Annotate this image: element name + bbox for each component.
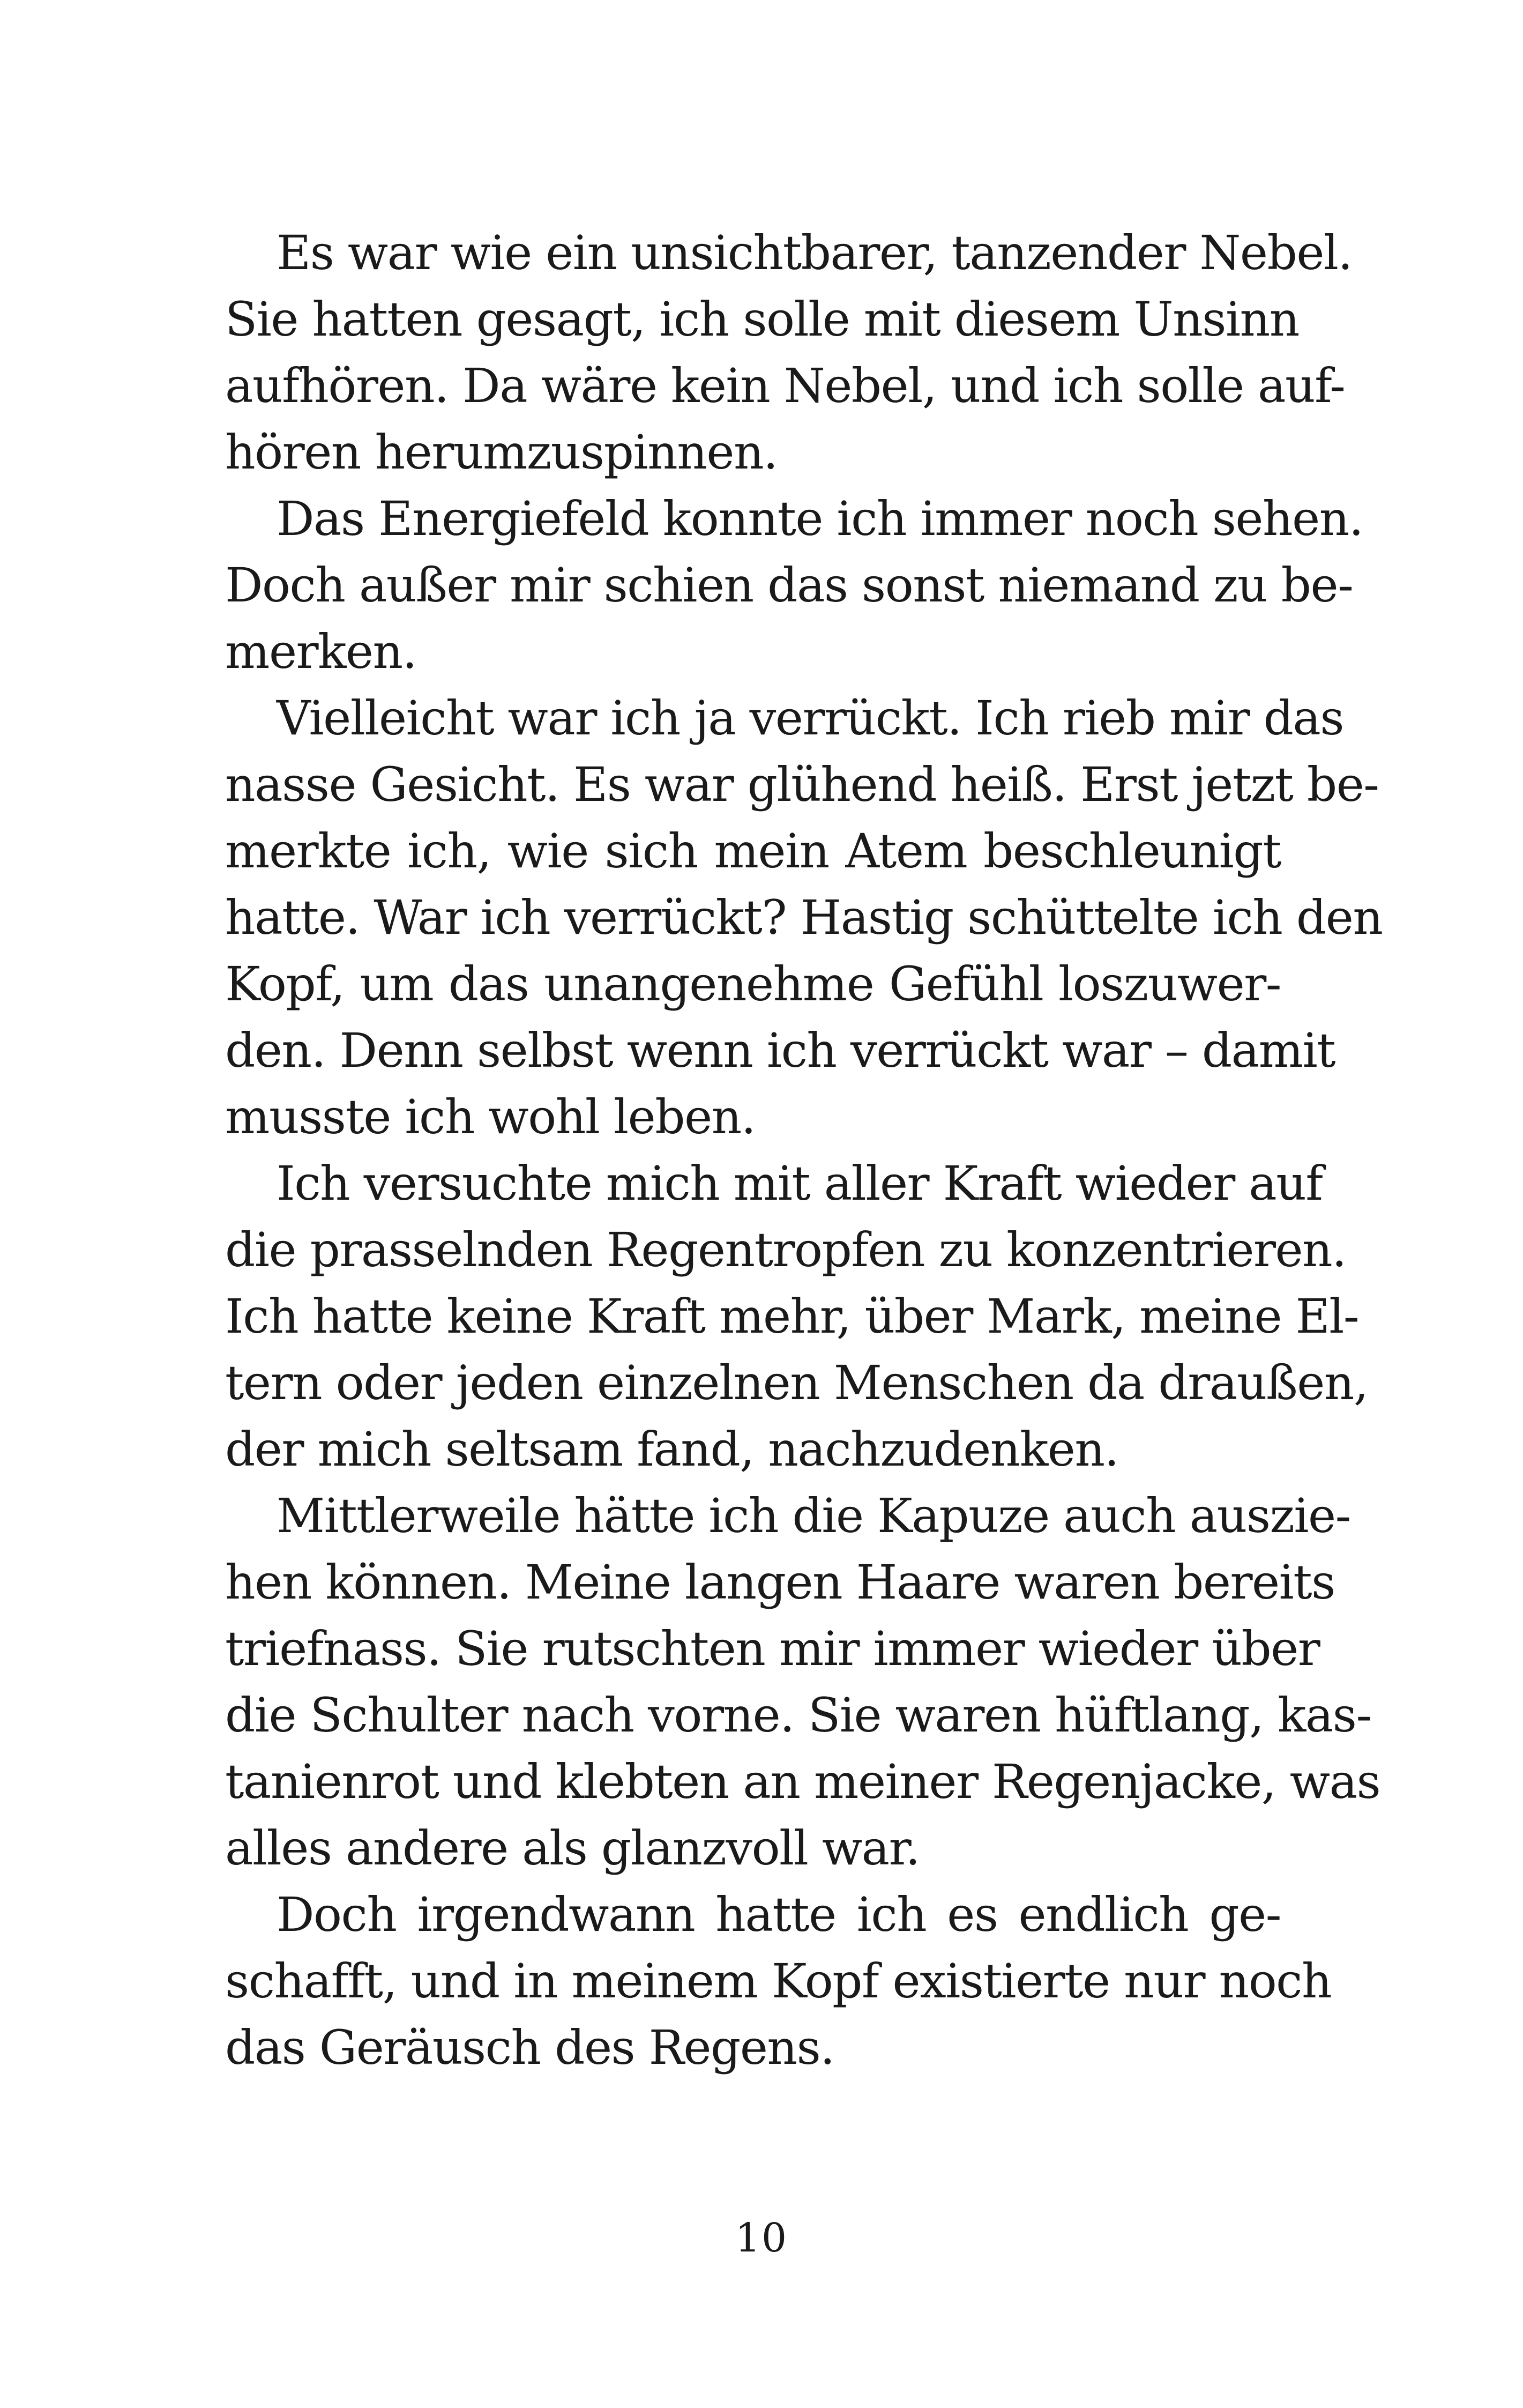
- text-line: der mich seltsam fand, nachzudenken.: [225, 1422, 1119, 1477]
- text-line: musste ich wohl leben.: [225, 1089, 756, 1144]
- text-line: Mittlerweile hätte ich die Kapuze auch auszie-: [277, 1488, 1350, 1543]
- text-line: merkte ich, wie sich mein Atem beschleunigt: [225, 823, 1281, 879]
- text-line: Vielleicht war ich ja verrückt. Ich rieb mir das: [277, 690, 1344, 746]
- paragraph: [225, 220, 1353, 486]
- paragraph: [225, 1483, 1380, 1882]
- text-line: hen können. Meine langen Haare waren bereits: [225, 1555, 1335, 1610]
- text-line: aufhören. Da wäre kein Nebel, und ich solle auf-: [225, 358, 1345, 413]
- paragraph: [225, 685, 1383, 1150]
- text-line: den. Denn selbst wenn ich verrückt war – damit: [225, 1023, 1335, 1078]
- text-line: Es war wie ein unsichtbarer, tanzender Nebel.: [277, 225, 1353, 280]
- text-line: Ich hatte keine Kraft mehr, über Mark, meine El-: [225, 1289, 1359, 1344]
- page-number: 10: [735, 2215, 788, 2261]
- paragraph: [225, 1882, 1332, 2081]
- paragraph: [225, 486, 1363, 685]
- text-line: schafft, und in meinem Kopf existierte nur noch: [225, 1953, 1332, 2009]
- body-text: [225, 220, 1383, 2081]
- text-line: Das Energiefeld konnte ich immer noch sehen.: [277, 491, 1363, 546]
- text-line: hatte. War ich verrückt? Hastig schüttelte ich den: [225, 890, 1383, 945]
- text-line: die Schulter nach vorne. Sie waren hüftlang, kas-: [225, 1688, 1371, 1743]
- text-line: Doch irgendwann hatte ich es endlich ge-: [277, 1887, 1281, 1942]
- text-line: hören herumzuspinnen.: [225, 425, 778, 480]
- text-line: Kopf, um das unangenehme Gefühl loszuwer-: [225, 956, 1281, 1012]
- text-line: Ich versuchte mich mit aller Kraft wieder auf: [277, 1156, 1323, 1211]
- text-line: tanienrot und klebten an meiner Regenjacke, was: [225, 1754, 1380, 1809]
- text-line: merken.: [225, 624, 417, 679]
- paragraph: [225, 1150, 1368, 1483]
- text-line: Doch außer mir schien das sonst niemand zu be-: [225, 558, 1353, 613]
- text-line: nasse Gesicht. Es war glühend heiß. Erst jetzt be-: [225, 757, 1379, 812]
- text-line: alles andere als glanzvoll war.: [225, 1820, 920, 1876]
- text-line: Sie hatten gesagt, ich solle mit diesem Unsinn: [225, 292, 1299, 347]
- text-line: tern oder jeden einzelnen Menschen da draußen,: [225, 1355, 1368, 1410]
- text-line: triefnass. Sie rutschten mir immer wieder über: [225, 1621, 1320, 1676]
- text-line: das Geräusch des Regens.: [225, 2020, 834, 2075]
- text-line: die prasselnden Regentropfen zu konzentrieren.: [225, 1222, 1346, 1277]
